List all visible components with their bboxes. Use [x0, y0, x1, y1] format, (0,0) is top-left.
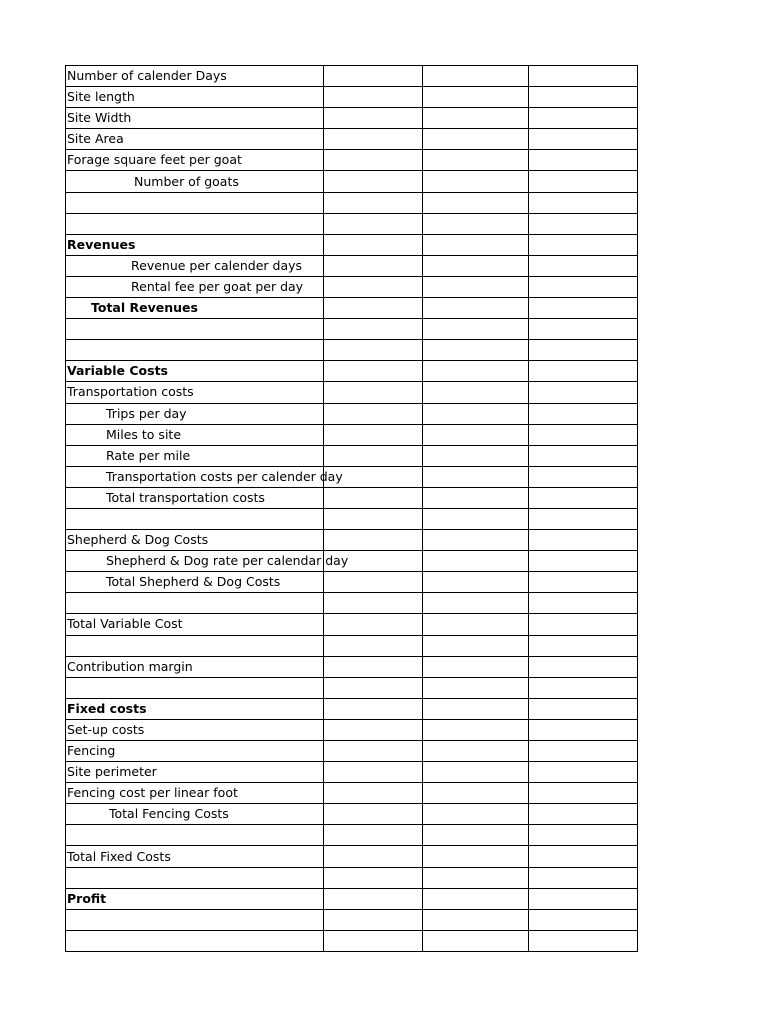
- value-cell-col-2[interactable]: [423, 298, 529, 319]
- row-label-text: Miles to site: [106, 426, 182, 442]
- value-cell-col-3[interactable]: [529, 108, 638, 129]
- value-cell-col-2[interactable]: [423, 129, 529, 150]
- row-label-cell[interactable]: [66, 298, 324, 319]
- value-cell-col-3[interactable]: [529, 741, 638, 762]
- worksheet-row: [66, 846, 638, 867]
- value-cell-col-1[interactable]: [324, 656, 423, 677]
- row-label-cell[interactable]: [66, 150, 324, 171]
- worksheet-row: [66, 276, 638, 297]
- value-cell-col-1[interactable]: [324, 719, 423, 740]
- value-cell-col-1[interactable]: [324, 276, 423, 297]
- value-cell-col-1[interactable]: [324, 234, 423, 255]
- row-label-cell[interactable]: [66, 888, 324, 909]
- value-cell-col-1[interactable]: [324, 424, 423, 445]
- row-label-text: Total Fixed Costs: [67, 848, 171, 864]
- worksheet-row: [66, 635, 638, 656]
- row-label-cell[interactable]: [66, 361, 324, 382]
- row-label-text: Shepherd & Dog Costs: [67, 532, 209, 548]
- worksheet-row: [66, 677, 638, 698]
- value-cell-col-3[interactable]: [529, 192, 638, 213]
- worksheet-row: [66, 255, 638, 276]
- value-cell-col-2[interactable]: [423, 276, 529, 297]
- value-cell-col-1[interactable]: [324, 66, 423, 87]
- cost-worksheet-table: [65, 65, 638, 952]
- row-label-cell[interactable]: [66, 719, 324, 740]
- worksheet-row: [66, 741, 638, 762]
- value-cell-col-3[interactable]: [529, 424, 638, 445]
- value-cell-col-2[interactable]: [423, 719, 529, 740]
- row-label-text: Number of calender Days: [67, 68, 227, 84]
- value-cell-col-3[interactable]: [529, 276, 638, 297]
- value-cell-col-3[interactable]: [529, 129, 638, 150]
- value-cell-col-2[interactable]: [423, 909, 529, 930]
- value-cell-col-1[interactable]: [324, 846, 423, 867]
- value-cell-col-2[interactable]: [423, 319, 529, 340]
- value-cell-col-3[interactable]: [529, 382, 638, 403]
- value-cell-col-1[interactable]: [324, 867, 423, 888]
- value-cell-col-2[interactable]: [423, 255, 529, 276]
- value-cell-col-3[interactable]: [529, 487, 638, 508]
- worksheet-row: [66, 403, 638, 424]
- worksheet-row: [66, 382, 638, 403]
- row-label-cell[interactable]: [66, 614, 324, 635]
- value-cell-col-1[interactable]: [324, 171, 423, 192]
- worksheet-row: [66, 530, 638, 551]
- value-cell-col-1[interactable]: [324, 677, 423, 698]
- row-label-cell[interactable]: [66, 382, 324, 403]
- value-cell-col-1[interactable]: [324, 635, 423, 656]
- value-cell-col-3[interactable]: [529, 888, 638, 909]
- value-cell-col-2[interactable]: [423, 150, 529, 171]
- value-cell-col-2[interactable]: [423, 825, 529, 846]
- worksheet-row: [66, 930, 638, 951]
- value-cell-col-3[interactable]: [529, 635, 638, 656]
- value-cell-col-1[interactable]: [324, 783, 423, 804]
- row-label-cell[interactable]: [66, 192, 324, 213]
- worksheet-row: [66, 804, 638, 825]
- value-cell-col-1[interactable]: [324, 255, 423, 276]
- row-label-cell[interactable]: [66, 129, 324, 150]
- row-label-cell[interactable]: [66, 466, 343, 487]
- row-label-cell[interactable]: [66, 635, 324, 656]
- value-cell-col-3[interactable]: [529, 614, 638, 635]
- value-cell-col-1[interactable]: [324, 319, 423, 340]
- row-label-text: Profit: [67, 890, 107, 906]
- row-label-cell[interactable]: [66, 551, 349, 572]
- row-label-text: Forage square feet per goat: [67, 152, 242, 168]
- row-label-cell[interactable]: [66, 656, 324, 677]
- row-label-cell[interactable]: [66, 108, 324, 129]
- value-cell-col-3[interactable]: [529, 340, 638, 361]
- value-cell-col-2[interactable]: [423, 424, 529, 445]
- value-cell-col-2[interactable]: [423, 635, 529, 656]
- worksheet-row: [66, 614, 638, 635]
- value-cell-col-1[interactable]: [324, 825, 423, 846]
- value-cell-col-3[interactable]: [529, 804, 638, 825]
- value-cell-col-3[interactable]: [529, 466, 638, 487]
- row-label-cell[interactable]: [66, 340, 324, 361]
- value-cell-col-2[interactable]: [423, 762, 529, 783]
- value-cell-col-2[interactable]: [423, 87, 529, 108]
- row-label-cell[interactable]: [66, 762, 324, 783]
- value-cell-col-2[interactable]: [423, 466, 529, 487]
- value-cell-col-3[interactable]: [529, 234, 638, 255]
- worksheet-body: [66, 66, 638, 952]
- value-cell-col-2[interactable]: [423, 593, 529, 614]
- value-cell-col-1[interactable]: [324, 804, 423, 825]
- value-cell-col-1[interactable]: [324, 741, 423, 762]
- value-cell-col-1[interactable]: [324, 213, 423, 234]
- value-cell-col-3[interactable]: [529, 255, 638, 276]
- row-label-text: Trips per day: [106, 405, 187, 421]
- row-label-text: Transportation costs: [67, 384, 194, 400]
- value-cell-col-3[interactable]: [529, 783, 638, 804]
- value-cell-col-3[interactable]: [529, 656, 638, 677]
- row-label-cell[interactable]: [66, 487, 324, 508]
- value-cell-col-1[interactable]: [324, 403, 423, 424]
- row-label-text: Fencing: [67, 743, 116, 759]
- value-cell-col-2[interactable]: [423, 741, 529, 762]
- worksheet-row: [66, 424, 638, 445]
- worksheet-row: [66, 340, 638, 361]
- row-label-cell[interactable]: [66, 867, 324, 888]
- value-cell-col-2[interactable]: [423, 108, 529, 129]
- worksheet-row: [66, 171, 638, 192]
- value-cell-col-2[interactable]: [423, 234, 529, 255]
- row-label-cell[interactable]: [66, 804, 324, 825]
- value-cell-col-2[interactable]: [423, 171, 529, 192]
- row-label-text: Total Shepherd & Dog Costs: [106, 574, 281, 590]
- value-cell-col-2[interactable]: [423, 213, 529, 234]
- value-cell-col-2[interactable]: [423, 677, 529, 698]
- value-cell-col-2[interactable]: [423, 867, 529, 888]
- row-label-text: Site perimeter: [67, 764, 157, 780]
- row-label-cell[interactable]: [66, 677, 324, 698]
- worksheet-row: [66, 87, 638, 108]
- worksheet-row: [66, 593, 638, 614]
- worksheet-row: [66, 888, 638, 909]
- value-cell-col-3[interactable]: [529, 593, 638, 614]
- value-cell-col-2[interactable]: [423, 804, 529, 825]
- worksheet-row: [66, 361, 638, 382]
- value-cell-col-1[interactable]: [324, 192, 423, 213]
- value-cell-col-3[interactable]: [529, 930, 638, 951]
- value-cell-col-1[interactable]: [324, 340, 423, 361]
- row-label-cell[interactable]: [66, 909, 324, 930]
- row-label-text: Revenue per calender days: [131, 257, 303, 273]
- value-cell-col-1[interactable]: [324, 909, 423, 930]
- value-cell-col-2[interactable]: [423, 403, 529, 424]
- worksheet-row: [66, 783, 638, 804]
- row-label-text: Site Width: [67, 110, 132, 126]
- row-label-cell[interactable]: [66, 424, 324, 445]
- value-cell-col-3[interactable]: [529, 867, 638, 888]
- row-label-text: Shepherd & Dog rate per calendar day: [106, 553, 349, 569]
- value-cell-col-1[interactable]: [324, 87, 423, 108]
- value-cell-col-3[interactable]: [529, 825, 638, 846]
- worksheet-row: [66, 66, 638, 87]
- value-cell-col-1[interactable]: [324, 508, 423, 529]
- row-label-cell[interactable]: [66, 234, 324, 255]
- row-label-cell[interactable]: [66, 276, 324, 297]
- value-cell-col-2[interactable]: [423, 698, 529, 719]
- value-cell-col-1[interactable]: [324, 487, 423, 508]
- worksheet-row: [66, 234, 638, 255]
- value-cell-col-2[interactable]: [423, 846, 529, 867]
- worksheet-row: [66, 466, 638, 487]
- value-cell-col-3[interactable]: [529, 551, 638, 572]
- row-label-text: Fencing cost per linear foot: [67, 785, 238, 801]
- value-cell-col-1[interactable]: [324, 698, 423, 719]
- value-cell-col-2[interactable]: [423, 192, 529, 213]
- row-label-text: Number of goats: [134, 173, 239, 189]
- worksheet-row: [66, 572, 638, 593]
- worksheet-row: [66, 656, 638, 677]
- row-label-text: Total Variable Cost: [67, 616, 183, 632]
- value-cell-col-3[interactable]: [529, 445, 638, 466]
- value-cell-col-1[interactable]: [324, 762, 423, 783]
- value-cell-col-3[interactable]: [529, 150, 638, 171]
- value-cell-col-2[interactable]: [423, 487, 529, 508]
- worksheet-row: [66, 698, 638, 719]
- value-cell-col-3[interactable]: [529, 319, 638, 340]
- row-label-text: Total Revenues: [91, 300, 198, 316]
- value-cell-col-2[interactable]: [423, 614, 529, 635]
- row-label-cell[interactable]: [66, 930, 324, 951]
- row-label-cell[interactable]: [66, 530, 324, 551]
- row-label-text: Transportation costs per calender day: [106, 468, 343, 484]
- worksheet-row: [66, 319, 638, 340]
- value-cell-col-2[interactable]: [423, 361, 529, 382]
- value-cell-col-1[interactable]: [324, 129, 423, 150]
- value-cell-col-3[interactable]: [529, 572, 638, 593]
- worksheet-row: [66, 298, 638, 319]
- row-label-text: Rental fee per goat per day: [131, 278, 304, 294]
- value-cell-col-3[interactable]: [529, 698, 638, 719]
- value-cell-col-2[interactable]: [423, 382, 529, 403]
- worksheet-row: [66, 508, 638, 529]
- value-cell-col-1[interactable]: [324, 593, 423, 614]
- value-cell-col-1[interactable]: [324, 361, 423, 382]
- worksheet-row: [66, 150, 638, 171]
- value-cell-col-1[interactable]: [324, 530, 423, 551]
- worksheet-row: [66, 445, 638, 466]
- value-cell-col-3[interactable]: [529, 530, 638, 551]
- value-cell-col-3[interactable]: [529, 87, 638, 108]
- value-cell-col-3[interactable]: [529, 66, 638, 87]
- worksheet-row: [66, 719, 638, 740]
- row-label-text: Contribution margin: [67, 658, 193, 674]
- value-cell-col-2[interactable]: [423, 551, 529, 572]
- row-label-text: Revenues: [67, 236, 136, 252]
- row-label-text: Fixed costs: [67, 700, 147, 716]
- row-label-cell[interactable]: [66, 698, 324, 719]
- row-label-text: Site length: [67, 89, 135, 105]
- row-label-cell[interactable]: [66, 66, 324, 87]
- value-cell-col-3[interactable]: [529, 909, 638, 930]
- value-cell-col-2[interactable]: [423, 530, 529, 551]
- value-cell-col-3[interactable]: [529, 508, 638, 529]
- value-cell-col-1[interactable]: [324, 298, 423, 319]
- value-cell-col-1[interactable]: [324, 445, 423, 466]
- value-cell-col-2[interactable]: [423, 340, 529, 361]
- worksheet-row: [66, 825, 638, 846]
- value-cell-col-2[interactable]: [423, 888, 529, 909]
- value-cell-col-1[interactable]: [324, 888, 423, 909]
- value-cell-col-2[interactable]: [423, 66, 529, 87]
- value-cell-col-1[interactable]: [324, 572, 423, 593]
- value-cell-col-2[interactable]: [423, 572, 529, 593]
- row-label-cell[interactable]: [66, 741, 324, 762]
- value-cell-col-3[interactable]: [529, 403, 638, 424]
- worksheet-row: [66, 762, 638, 783]
- value-cell-col-1[interactable]: [324, 930, 423, 951]
- row-label-text: Set-up costs: [67, 721, 145, 737]
- value-cell-col-3[interactable]: [529, 762, 638, 783]
- worksheet-row: [66, 867, 638, 888]
- value-cell-col-3[interactable]: [529, 677, 638, 698]
- worksheet-row: [66, 129, 638, 150]
- value-cell-col-2[interactable]: [423, 783, 529, 804]
- row-label-text: Rate per mile: [106, 447, 191, 463]
- value-cell-col-3[interactable]: [529, 171, 638, 192]
- value-cell-col-1[interactable]: [324, 150, 423, 171]
- row-label-cell[interactable]: [66, 593, 324, 614]
- value-cell-col-1[interactable]: [324, 382, 423, 403]
- value-cell-col-2[interactable]: [423, 508, 529, 529]
- row-label-text: Variable Costs: [67, 363, 168, 379]
- row-label-text: Total transportation costs: [106, 489, 265, 505]
- value-cell-col-3[interactable]: [529, 719, 638, 740]
- row-label-cell[interactable]: [66, 87, 324, 108]
- value-cell-col-1[interactable]: [324, 108, 423, 129]
- worksheet-row: [66, 551, 638, 572]
- row-label-text: Site Area: [67, 131, 124, 147]
- value-cell-col-2[interactable]: [423, 656, 529, 677]
- row-label-cell[interactable]: [66, 403, 324, 424]
- value-cell-col-3[interactable]: [529, 361, 638, 382]
- row-label-text: Total Fencing Costs: [109, 806, 229, 822]
- row-label-cell[interactable]: [66, 445, 324, 466]
- worksheet-row: [66, 192, 638, 213]
- row-label-cell[interactable]: [66, 783, 324, 804]
- row-label-cell[interactable]: [66, 255, 324, 276]
- row-label-cell[interactable]: [66, 572, 324, 593]
- worksheet-row: [66, 909, 638, 930]
- row-label-cell[interactable]: [66, 846, 324, 867]
- row-label-cell[interactable]: [66, 319, 324, 340]
- worksheet-row: [66, 213, 638, 234]
- row-label-cell[interactable]: [66, 171, 324, 192]
- value-cell-col-2[interactable]: [423, 445, 529, 466]
- value-cell-col-1[interactable]: [324, 614, 423, 635]
- value-cell-col-3[interactable]: [529, 213, 638, 234]
- value-cell-col-3[interactable]: [529, 846, 638, 867]
- worksheet-row: [66, 108, 638, 129]
- row-label-cell[interactable]: [66, 825, 324, 846]
- value-cell-col-2[interactable]: [423, 930, 529, 951]
- value-cell-col-3[interactable]: [529, 298, 638, 319]
- row-label-cell[interactable]: [66, 213, 324, 234]
- worksheet-row: [66, 487, 638, 508]
- row-label-cell[interactable]: [66, 508, 324, 529]
